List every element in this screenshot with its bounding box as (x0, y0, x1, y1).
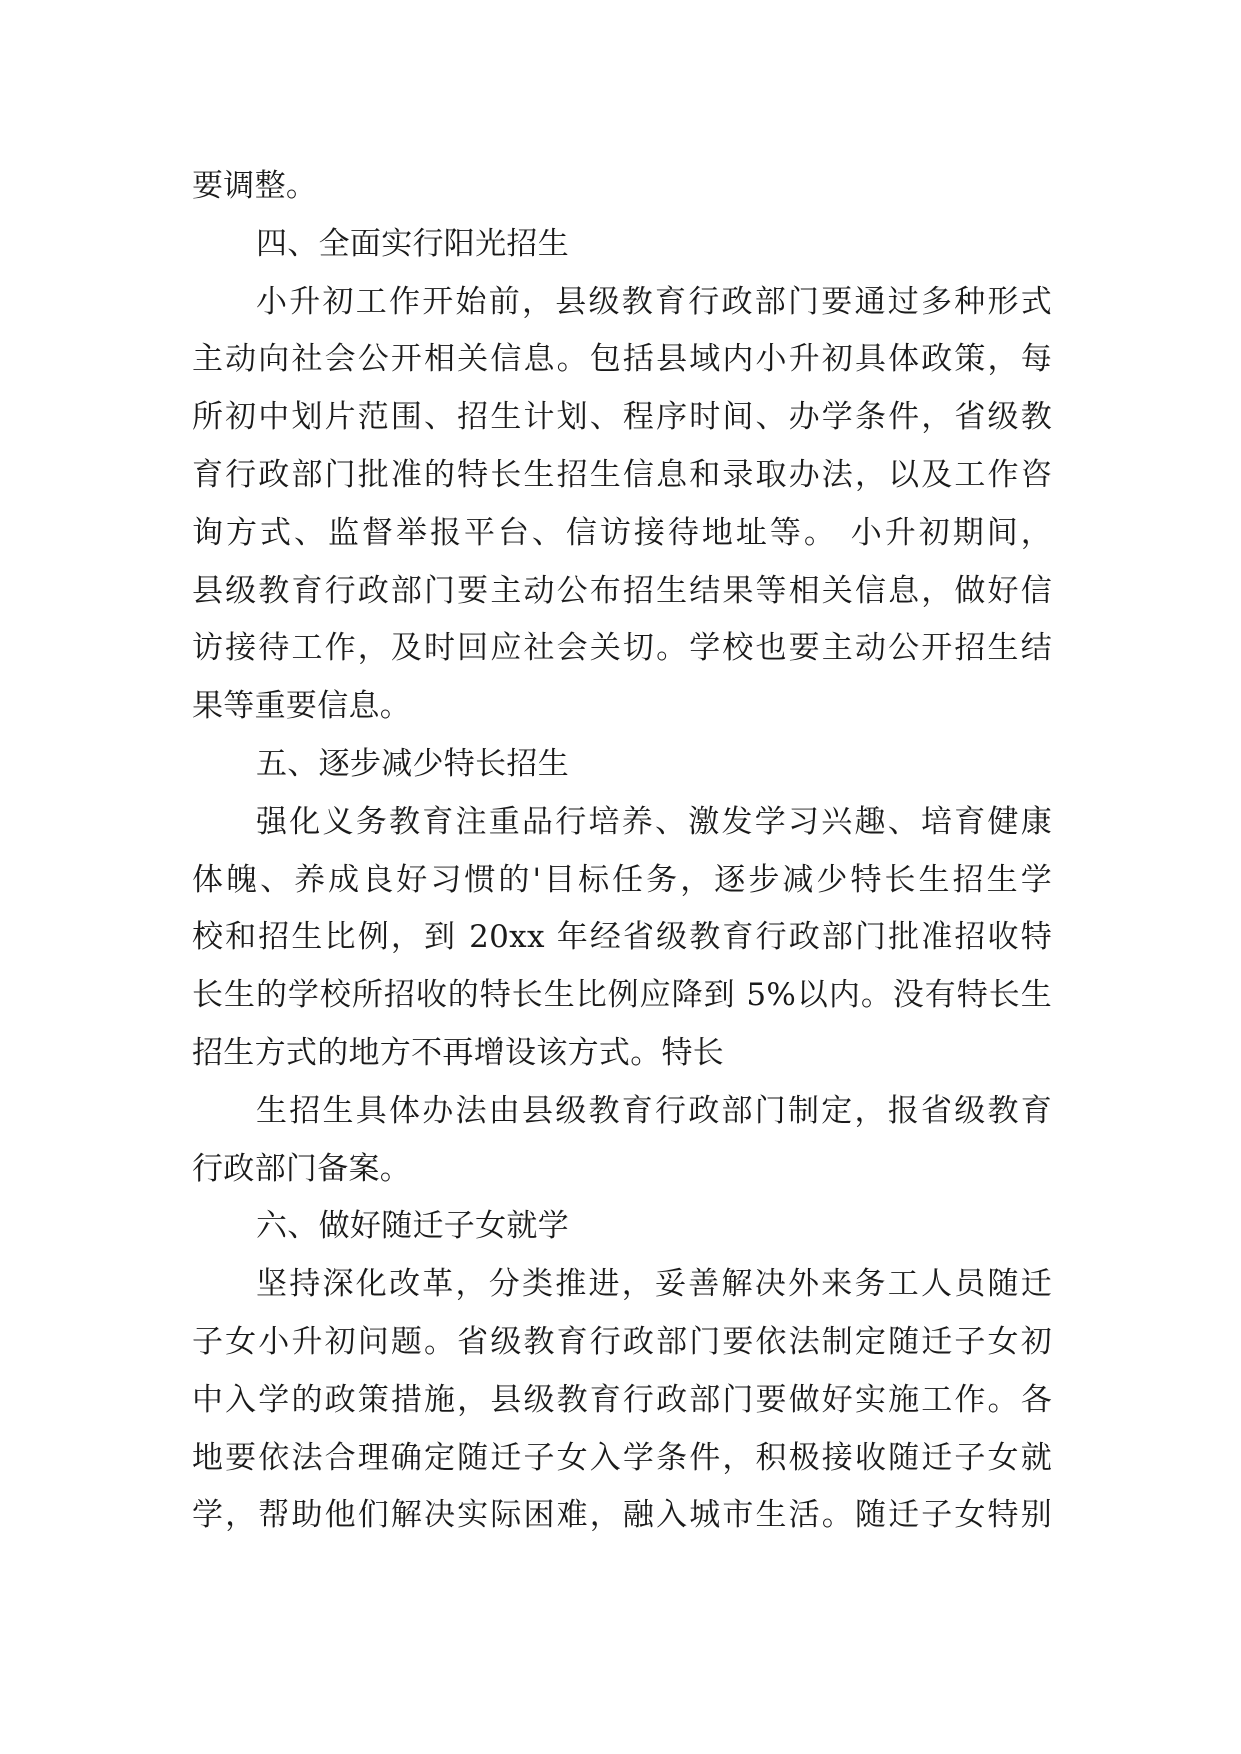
text-line: 学，帮助他们解决实际困难，融入城市生活。随迁子女特别 (192, 1497, 1052, 1534)
text-line: 访接待工作，及时回应社会关切。学校也要主动公开招生结 (192, 630, 1052, 667)
text-line: 地要依法合理确定随迁子女入学条件，积极接收随迁子女就 (192, 1439, 1052, 1476)
text-line: 五、逐步减少特长招生 (256, 745, 569, 782)
text-line: 询方式、监督举报平台、信访接待地址等。 小升初期间， (192, 514, 1052, 551)
text-line: 行政部门备案。 (192, 1150, 412, 1187)
text-line: 所初中划片范围、招生计划、程序时间、办学条件，省级教 (192, 399, 1052, 436)
text-line: 育行政部门批准的特长生招生信息和录取办法，以及工作咨 (192, 456, 1052, 493)
text-line: 坚持深化改革，分类推进，妥善解决外来务工人员随迁 (256, 1266, 1052, 1303)
text-line: 中入学的政策措施，县级教育行政部门要做好实施工作。各 (192, 1381, 1052, 1418)
text-line: 长生的学校所招收的特长生比例应降到 5%以内。没有特长生 (192, 977, 1052, 1014)
text-line: 六、做好随迁子女就学 (256, 1208, 569, 1245)
text-line: 要调整。 (192, 168, 318, 204)
text-line: 子女小升初问题。省级教育行政部门要依法制定随迁子女初 (192, 1323, 1052, 1360)
text-line: 招生方式的地方不再增设该方式。特长 (192, 1034, 725, 1071)
text-line: 主动向社会公开相关信息。包括县域内小升初具体政策，每 (192, 341, 1052, 378)
document-body (192, 158, 1052, 1545)
text-line: 四、全面实行阳光招生 (256, 225, 569, 262)
text-line: 校和招生比例，到 20xx 年经省级教育行政部门批准招收特 (192, 919, 1052, 956)
text-line: 强化义务教育注重品行培养、激发学习兴趣、培育健康 (256, 803, 1052, 840)
text-line: 县级教育行政部门要主动公布招生结果等相关信息，做好信 (192, 572, 1052, 609)
text-line: 生招生具体办法由县级教育行政部门制定，报省级教育 (256, 1092, 1052, 1129)
text-line: 果等重要信息。 (192, 688, 412, 725)
text-line: 体魄、养成良好习惯的'目标任务，逐步减少特长生招生学 (192, 861, 1052, 898)
text-line: 小升初工作开始前，县级教育行政部门要通过多种形式 (256, 283, 1052, 320)
